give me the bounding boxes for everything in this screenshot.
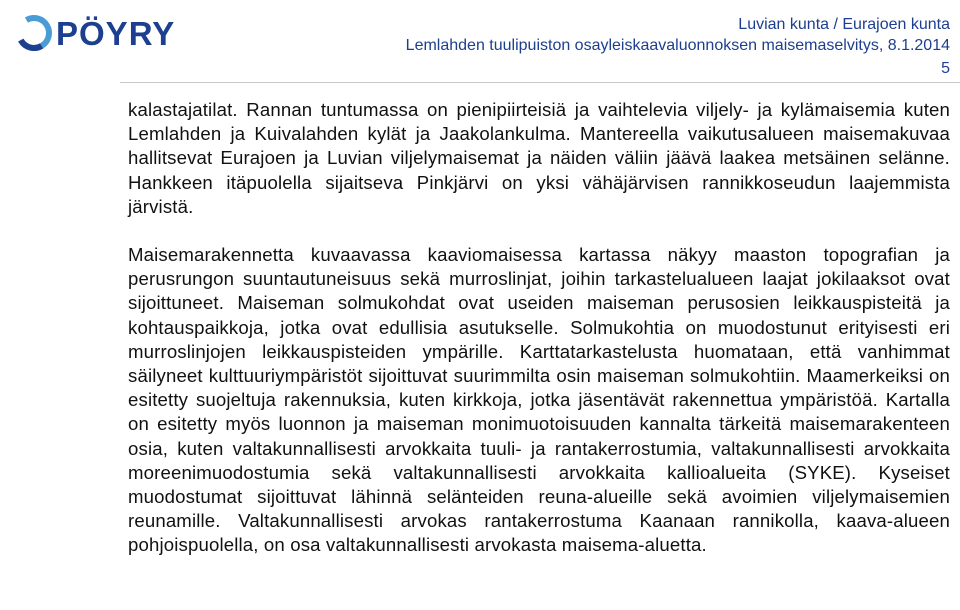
document-header	[406, 14, 950, 56]
document-body	[128, 98, 950, 558]
header-client-line: Luvian kunta / Eurajoen kunta	[738, 16, 950, 33]
logo-wordmark: PÖYRY	[56, 15, 176, 52]
header-title-line: Lemlahden tuulipuiston osayleiskaavaluonnoksen maisemaselvitys, 8.1.2014	[405, 37, 950, 54]
page-number: 5	[941, 60, 950, 77]
poyry-logo	[14, 6, 200, 60]
poyry-logo-mark	[14, 6, 200, 60]
body-paragraph-1: kalastajatilat. Rannan tuntumassa on pienipiirteisiä ja vaihtelevia viljely- ja kylämaisemia kuten Lemlahden ja Kuivalahden kylät ja Jaakolankulma. Mantereella vaikutusalueen maisemakuvaa hallitsevat Eurajoen ja Luvian viljelymaisemat ja näiden väliin jäävä laakea metsäinen selänne. Hankkeen itäpuolella sijaitseva Pinkjärvi on yksi vähäjärvisen rannikkoseudun laajemmista järvistä.	[128, 99, 950, 217]
header-divider	[120, 82, 960, 83]
body-paragraph-2: Maisemarakennetta kuvaavassa kaaviomaisessa kartassa näkyy maaston topografian ja perusrungon suuntautuneisuus sekä murroslinjat, joihin tarkastelualueen laajat jokilaaksot ovat sijoittuneet. Maiseman solmukohdat ovat useiden maiseman perusosien leikkauspisteitä ja kohtauspaikkoja, jotka ovat edullisia asutukselle. Solmukohtia on muodostunut erityisesti eri murroslinjojen leikkauspisteiden ympärille. Karttatarkastelusta huomataan, että vanhimmat säilyneet kulttuuriympäristöt sijoittuvat suurimmilta osin maiseman solmukohtiin. Maamerkeiksi on esitetty suojeltuja rakennuksia, kuten kirkkoja, jotka jäsentävät rakennettua ympäristöä. Kartalla on esitetty myös luonnon ja maiseman monimuotoisuuden kannalta tärkeitä maisemarakenteen osia, kuten valtakunnallisesti arvokkaita tuuli- ja rantakerrostumia, valtakunnallisesti arvokkaita moreenimuodostumia sekä valtakunnallisesti arvokkaita kallioalueita (SYKE). Kyseiset muodostumat sijoittuvat lähinnä selänteiden reuna-alueille sekä avoimien viljelymaisemien reunamille. Valtakunnallisesti arvokas rantakerrostuma Kaanaan rannikolla, kaava-alueen pohjoispuolella, on osa valtakunnallisesti arvokasta maisema-aluetta.	[128, 244, 950, 556]
